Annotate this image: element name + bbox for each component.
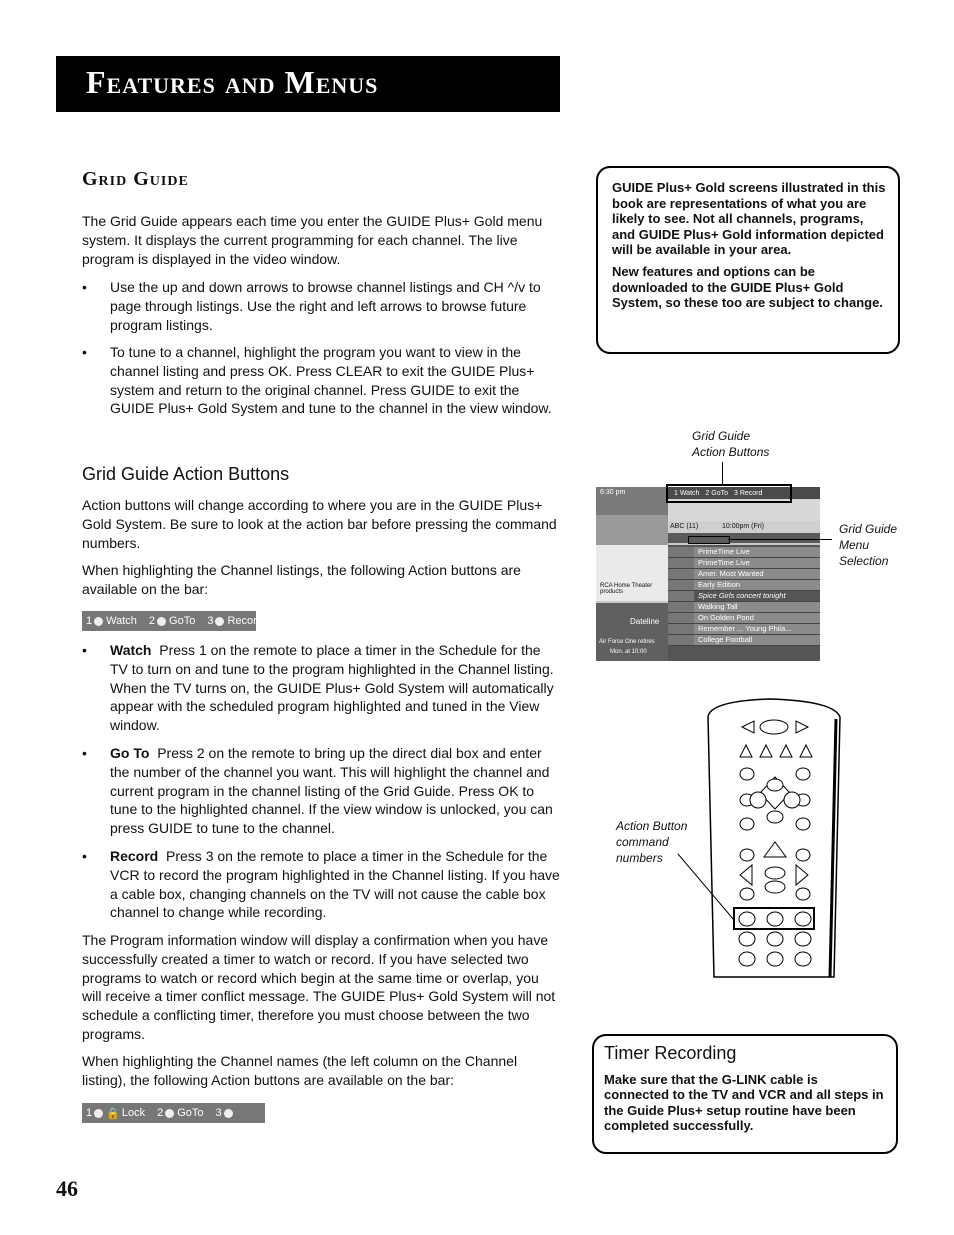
note-callout xyxy=(596,166,900,354)
button-circle-icon xyxy=(215,617,224,626)
channel-names-paragraph: When highlighting the Channel names (the left column on the Channel listing), the following Action buttons are available on the bar: xyxy=(82,1053,518,1088)
highlight-menu-selection xyxy=(688,536,730,544)
button-circle-icon xyxy=(157,617,166,626)
screen-row: Spice Girls concert tonight xyxy=(668,591,820,602)
action-buttons-intro: Action buttons will change according to where you are in the GUIDE Plus+ Gold System. Be sure to look at the action bar before pressing the command numbers. xyxy=(82,497,557,551)
screen-time: 6:30 pm xyxy=(600,489,626,496)
screen-program-list xyxy=(668,545,820,661)
action-bar-button: 2 GoTo xyxy=(148,615,196,627)
highlight-action-bar xyxy=(666,484,792,503)
bullet-item-watch: • Watch Press 1 on the remote to place a timer in the Schedule for the TV to turn on and tune to the program highlighted in the Channel listing. When the TV turns on, the GUIDE Plus+ Gold System will automatically appear with the scheduled program highlighted and tuned in the View window. xyxy=(82,642,554,734)
bullet-text: Use the up and down arrows to browse channel listings and CH ^/v to page through listings. Use the right and left arrows to browse future program listings. xyxy=(110,279,541,333)
action-bar-button: 2 GoTo xyxy=(157,1107,204,1119)
action-bar-button: 3 xyxy=(216,1107,236,1119)
note-paragraph-1: GUIDE Plus+ Gold screens illustrated in this book are representations of what you are likely to see. Not all channels, programs, and GUIDE Plus+ Gold information depicted will be available in your area. xyxy=(612,180,886,258)
screen-action-bar: 1 Watch 2 GoTo 3 Record xyxy=(668,487,820,499)
timer-recording-callout xyxy=(592,1034,898,1154)
screen-row: PrimeTime Live xyxy=(668,547,820,558)
section-title-action-buttons: Grid Guide Action Buttons xyxy=(82,464,290,484)
lock-icon: 🔒 xyxy=(106,1107,120,1120)
action-bar-button: 1 Watch xyxy=(86,615,137,627)
label-command-numbers: Action Button command numbers xyxy=(616,819,688,865)
bullet-dot: • xyxy=(82,279,87,295)
screen-row: Remember ... Young Phila... xyxy=(668,624,820,635)
screen-row: Walking Tall xyxy=(668,602,820,613)
header-bar xyxy=(56,56,560,112)
page-number: 46 xyxy=(56,1176,78,1201)
button-circle-icon xyxy=(94,1109,103,1118)
action-bar-channel-names xyxy=(82,1103,265,1123)
section-title-grid-guide: Grid Guide xyxy=(82,168,189,190)
screen-row: Amer. Most Wanted xyxy=(668,569,820,580)
timer-recording-text: Make sure that the G-LINK cable is connected to the TV and VCR and all steps in the Guide Plus+ setup routine have been completed successfully. xyxy=(604,1071,884,1134)
video-window xyxy=(596,487,668,545)
term-goto: Go To xyxy=(110,745,150,761)
screen-row: PrimeTime Live xyxy=(668,558,820,569)
screen-row: College Football xyxy=(668,635,820,646)
button-circle-icon xyxy=(94,617,103,626)
grid-guide-intro: The Grid Guide appears each time you enter the GUIDE Plus+ Gold menu system. It displays the current programming for each channel. The live program is displayed in the video window. xyxy=(82,213,543,267)
bullet-item xyxy=(82,278,560,334)
note-paragraph-2: New features and options can be downloaded to the GUIDE Plus+ Gold System, so these too are subject to change. xyxy=(612,263,883,311)
action-buttons-channel-listings: When highlighting the Channel listings, the following Action buttons are available on the bar: xyxy=(82,562,521,597)
program-info-paragraph: The Program information window will display a confirmation when you have successfully created a timer to watch or record. If you have selected two programs to watch or record which begin at the same time or overlap, you will receive a timer conflict message. The GUIDE Plus+ Gold System will not schedule a conflicting timer, therefore you must choose between the two programs. xyxy=(82,932,556,1042)
bullet-item-goto: • Go To Press 2 on the remote to bring up the direct dial box and enter the number of the channel you want. This will highlight the channel and current program in the channel listing of the Grid Guide. Press OK to tune to the highlighted channel. If the view window is unlocked, you can press GUIDE to tune to the channel. xyxy=(82,745,553,837)
bullet-item xyxy=(82,343,560,418)
leader-line-menu-selection xyxy=(728,539,832,540)
action-bar-channel-listings xyxy=(82,611,263,631)
screen-channel-row: ABC (11) 10:00pm (Fri) xyxy=(668,521,820,533)
leader-line-action-buttons xyxy=(722,462,723,484)
action-bar-button: 3 Record xyxy=(207,615,263,627)
label-menu-selection: Grid Guide Menu Selection xyxy=(839,522,898,568)
button-circle-icon xyxy=(224,1109,233,1118)
screen-ad2-panel: Dateline Air Force One retires Mon. at 10:00 xyxy=(596,603,668,661)
timer-recording-title: Timer Recording xyxy=(604,1043,737,1063)
action-bar-button: 1 🔒 Lock xyxy=(86,1107,146,1120)
screen-row: On Golden Pond xyxy=(668,613,820,624)
term-record: Record xyxy=(110,848,159,864)
bullet-item-record: • Record Press 3 on the remote to place a timer in the Schedule for the VCR to record the program highlighted in the Channel listing. If you have a cable box, changing channels on the TV will not cause the cable box channel to change while recording. xyxy=(82,848,560,921)
term-watch: Watch xyxy=(110,642,152,658)
page-header-title: Features and Menus xyxy=(86,64,379,100)
button-circle-icon xyxy=(165,1109,174,1118)
screen-row: Early Edition xyxy=(668,580,820,591)
bullet-dot: • xyxy=(82,344,87,360)
label-action-buttons: Grid Guide Action Buttons xyxy=(692,429,770,459)
screen-ad-panel: RCA Home Theater products xyxy=(596,545,668,601)
leader-line-command-numbers xyxy=(676,852,736,922)
remote-control-illustration xyxy=(700,697,846,979)
grid-guide-screenshot xyxy=(596,487,820,661)
bullet-text: To tune to a channel, highlight the program you want to view in the channel listing and press OK. Press CLEAR to exit the GUIDE Plus+ system and return to the original channel. Press GUIDE to exit the GUIDE Plus+ Gold System and tune to the channel in the view window. xyxy=(110,344,552,417)
